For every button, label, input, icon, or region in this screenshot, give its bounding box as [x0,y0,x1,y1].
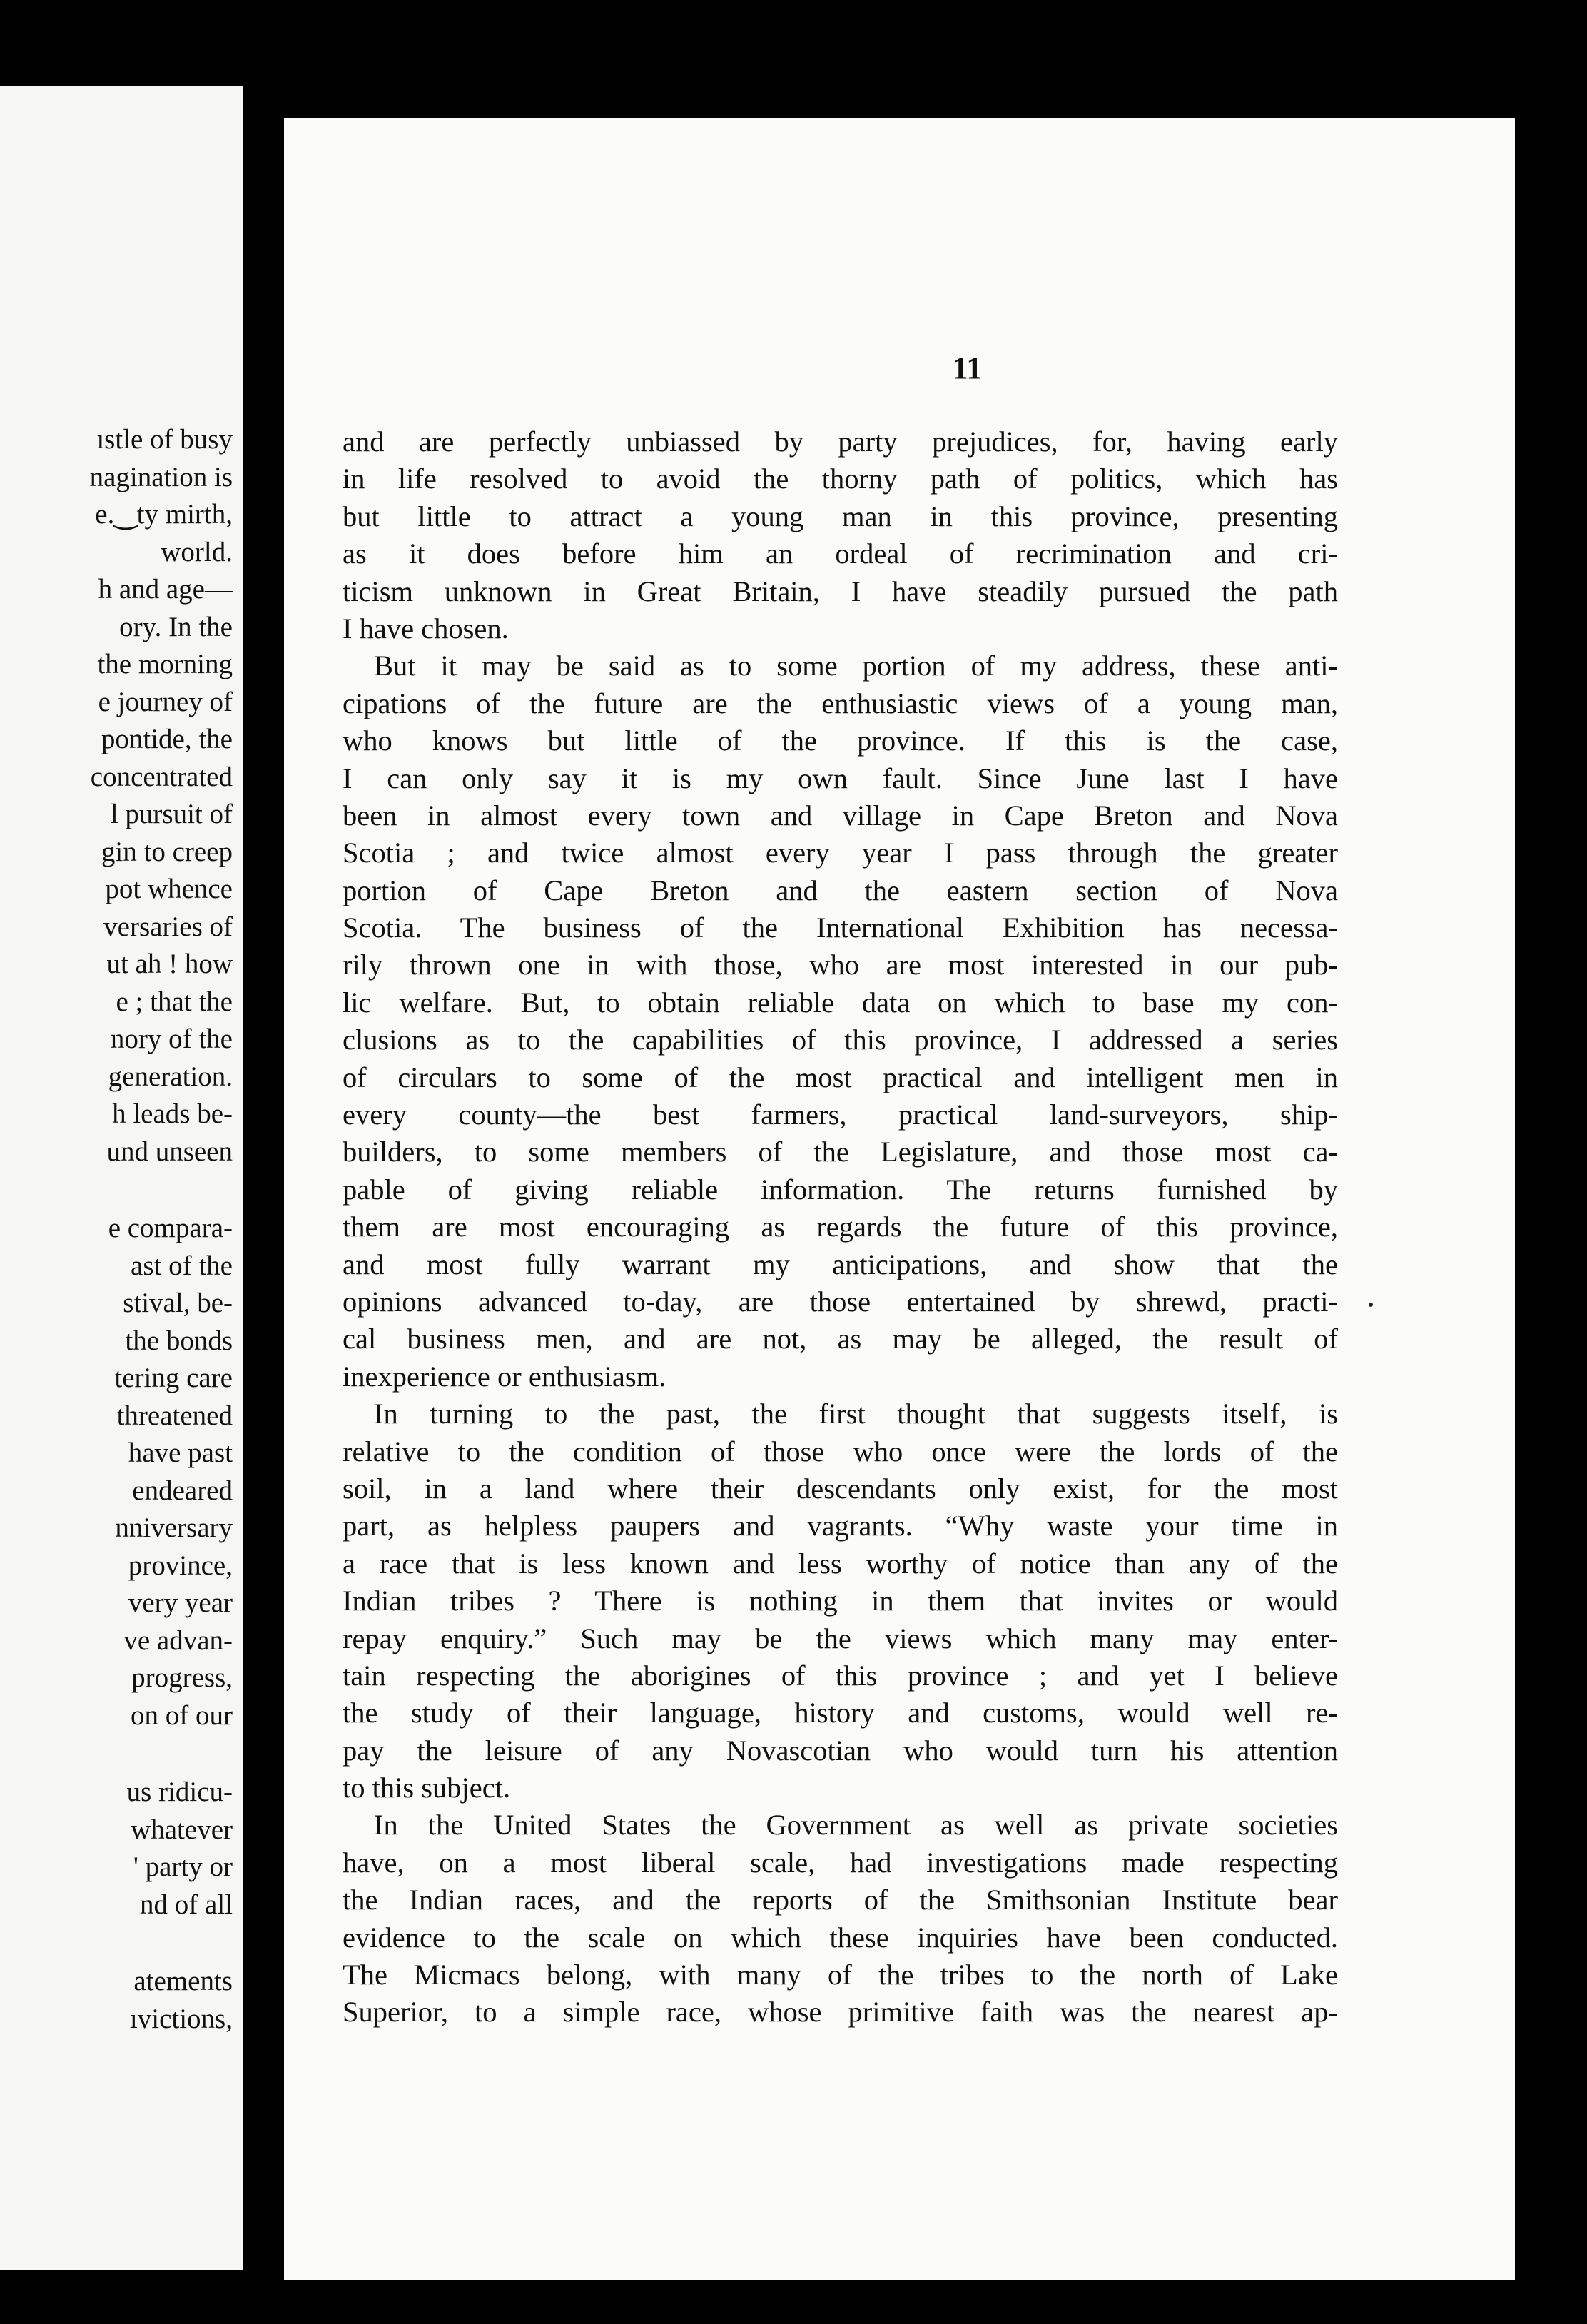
text-line: soil, in a land where their descendants only exist, for the most [343,1472,1338,1505]
previous-page-line: ' party or [133,1851,233,1882]
previous-page-line: nniversary [115,1512,233,1543]
text-line: in life resolved to avoid the thorny path of politics, which has [343,463,1338,495]
text-line: tain respecting the aborigines of this province ; and yet I believe [343,1659,1338,1692]
previous-page-line: nd of all [140,1889,233,1920]
previous-page-line: pontide, the [101,724,233,754]
text-line: opinions advanced to-day, are those entertained by shrewd, practi- [343,1285,1338,1318]
text-line: I have chosen. [343,612,509,645]
previous-page-line: nory of the [110,1024,233,1054]
text-line: But it may be said as to some portion of my address, these anti- [374,650,1338,682]
text-line: part, as helpless paupers and vagrants. “Why waste your time in [343,1510,1338,1542]
previous-page-line: gin to creep [101,836,233,867]
text-line: cipations of the future are the enthusiastic views of a young man, [343,687,1338,719]
previous-page-line: nagination is [89,461,233,492]
previous-page-line: ıvictions, [129,2003,233,2034]
text-line: of circulars to some of the most practical and intelligent men in [343,1061,1338,1093]
text-line: every county—the best farmers, practical land-surveyors, ship- [343,1098,1338,1131]
previous-page-line: ast of the [131,1250,233,1281]
paragraph-gap [0,1171,233,1210]
previous-page-line: us ridicu- [126,1777,233,1807]
text-line: a race that is less known and less worthy of notice than any of the [343,1547,1338,1580]
page-body-text [343,423,1338,2031]
previous-page-line: tering care [114,1363,233,1393]
text-line: The Micmacs belong, with many of the tribes to the north of Lake [343,1959,1338,1991]
text-line: pay the leisure of any Novascotian who would turn his attention [343,1734,1338,1767]
previous-page-line: very year [128,1587,233,1618]
previous-page-line: atements [133,1966,233,1996]
previous-page-line: e compara- [108,1213,233,1243]
text-line: evidence to the scale on which these inquiries have been conducted. [343,1921,1338,1954]
previous-page-line: l pursuit of [110,799,233,829]
text-line: pable of giving reliable information. The returns furnished by [343,1173,1338,1206]
previous-page-line: versaries of [103,911,233,942]
previous-page-text [0,421,233,2038]
text-line: Indian tribes ? There is nothing in them that invites or would [343,1585,1338,1617]
previous-page-line: ut ah ! how [106,949,233,979]
text-line: repay enquiry.” Such may be the views which many may enter- [343,1622,1338,1654]
text-line: relative to the condition of those who once were the lords of the [343,1435,1338,1467]
previous-page-line: concentrated [90,761,233,792]
text-line: ticism unknown in Great Britain, I have steadily pursued the path [343,575,1338,607]
text-line: who knows but little of the province. If this is the case, [343,724,1338,757]
text-line: builders, to some members of the Legislature, and those most ca- [343,1136,1338,1168]
text-line: to this subject. [343,1772,511,1804]
text-line: have, on a most liberal scale, had investigations made respecting [343,1846,1338,1879]
text-line: as it does before him an ordeal of recrimination and cri- [343,537,1338,570]
paragraph-gap [0,1734,233,1774]
text-line: I can only say it is my own fault. Since June last I have [343,762,1338,794]
previous-page-line: h leads be- [112,1098,233,1129]
page-number: 11 [952,350,983,385]
text-line: the Indian races, and the reports of the Smithsonian Institute bear [343,1884,1338,1916]
previous-page-line: e ; that the [116,986,233,1017]
previous-page-line: endeared [132,1475,233,1506]
previous-page-line: e journey of [98,686,233,717]
previous-page-line: pot whence [105,874,233,904]
previous-page-line: threatened [116,1400,233,1431]
text-line: been in almost every town and village in Cape Breton and Nova [343,799,1338,832]
previous-page-line: the bonds [125,1325,233,1356]
text-line: them are most encouraging as regards the future of this province, [343,1211,1338,1243]
previous-page-fragment [0,86,243,2270]
text-line: lic welfare. But, to obtain reliable data on which to base my con- [343,986,1338,1019]
text-line: In the United States the Government as well as private societies [374,1809,1338,1841]
previous-page-line: on of our [131,1699,233,1731]
text-line: and are perfectly unbiassed by party prejudices, for, having early [343,425,1338,458]
text-line: inexperience or enthusiasm. [343,1360,666,1393]
text-line: In turning to the past, the first thought that suggests itself, is [374,1398,1338,1430]
text-line: Scotia. The business of the International Exhibition has necessa- [343,911,1338,944]
text-line: Scotia ; and twice almost every year I pass through the greater [343,837,1338,869]
previous-page-line: und unseen [106,1136,233,1167]
previous-page-line: whatever [131,1814,233,1845]
margin-speck [1369,1303,1373,1307]
previous-page-line: progress, [131,1662,233,1693]
book-gutter [243,0,284,2324]
text-line: portion of Cape Breton and the eastern section of Nova [343,874,1338,906]
previous-page-line: the morning [97,649,233,679]
text-line: and most fully warrant my anticipations, and show that the [343,1248,1338,1280]
previous-page-line: ıstle of busy [96,424,233,455]
previous-page-line: province, [128,1550,233,1581]
text-line: but little to attract a young man in this province, presenting [343,500,1338,532]
text-line: Superior, to a simple race, whose primitive faith was the nearest ap- [343,1996,1338,2029]
previous-page-line: ory. In the [119,611,233,642]
previous-page-line: e.‿ty mirth, [95,499,233,530]
text-line: cal business men, and are not, as may be alleged, the result of [343,1323,1338,1355]
current-page [284,118,1515,2280]
previous-page-line: have past [128,1438,233,1468]
text-line: rily thrown one in with those, who are most interested in our pub- [343,949,1338,981]
text-line: the study of their language, history and customs, would well re- [343,1697,1338,1729]
paragraph-gap [0,1924,233,1963]
previous-page-line: ve advan- [123,1625,233,1656]
previous-page-line: stival, be- [123,1288,233,1318]
previous-page-line: generation. [108,1061,233,1092]
text-line: clusions as to the capabilities of this province, I addressed a series [343,1024,1338,1056]
previous-page-line: world. [161,536,233,567]
previous-page-line: h and age— [98,574,233,605]
